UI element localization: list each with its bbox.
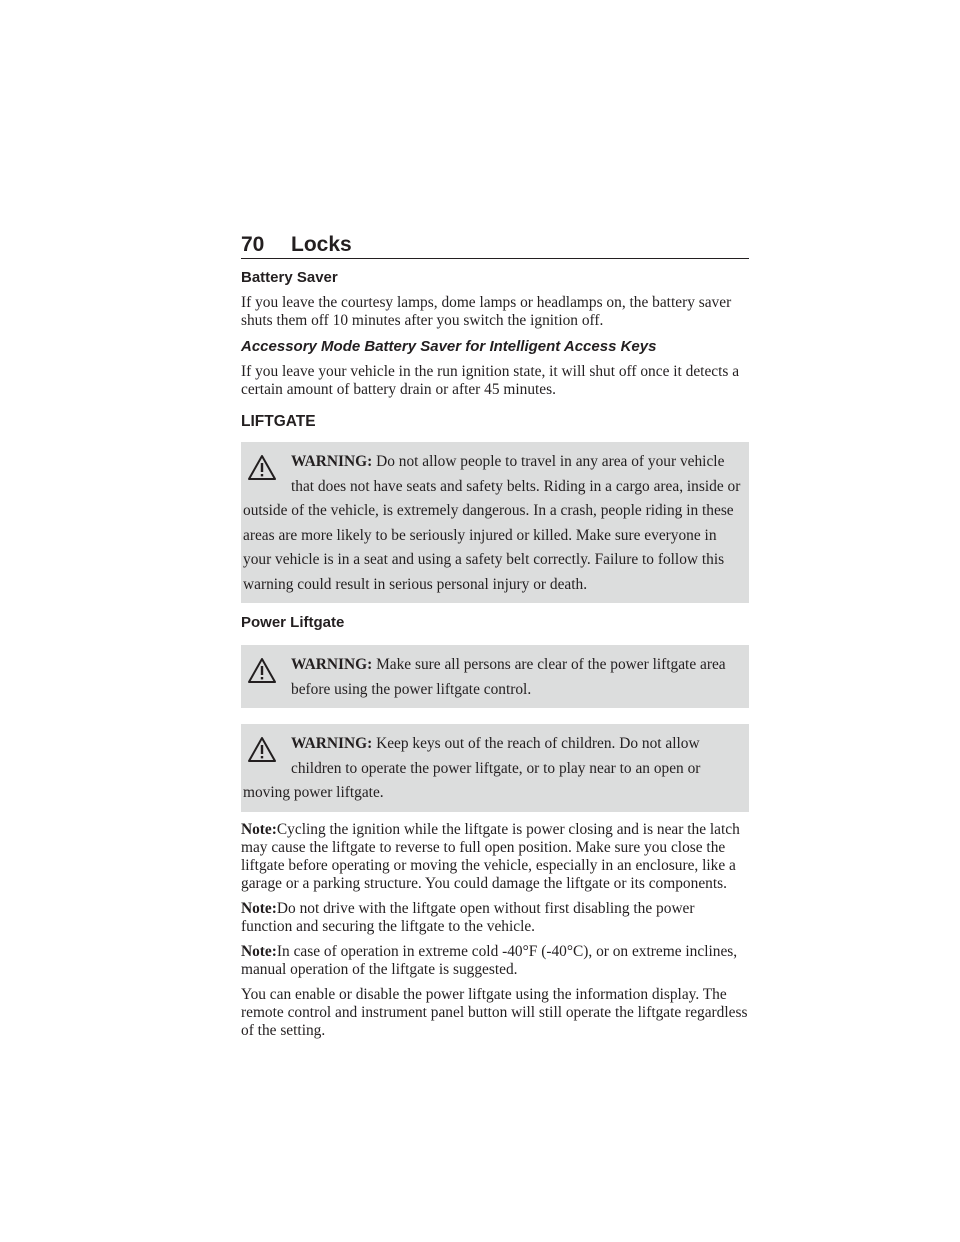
note-label: Note: — [241, 899, 277, 917]
liftgate-heading: LIFTGATE — [241, 413, 316, 430]
note-label: Note: — [241, 820, 277, 838]
warning-box — [241, 724, 749, 812]
note-text: In case of operation in extreme cold -40°F (-40°C), or on extreme inclines, manual operation of the liftgate is suggested. — [241, 942, 738, 978]
warning-label: WARNING: — [291, 453, 373, 470]
warning-box — [241, 442, 749, 603]
warning-text: Do not allow people to travel in any area of your vehicle that does not have seats and safety belts. Riding in a cargo area, inside or outside of the vehicle, is extremely dangerous. In a crash, people riding in these areas are more likely to be seriously injured or killed. Make sure everyone in your vehicle is in a seat and using a safety belt correctly. Failure to follow this warning could result in serious personal injury or death. — [243, 453, 741, 593]
page-header — [241, 228, 749, 259]
battery-saver-heading: Battery Saver — [241, 269, 338, 286]
accessory-mode-heading: Accessory Mode Battery Saver for Intelligent Access Keys — [241, 338, 657, 355]
accessory-mode-text: If you leave your vehicle in the run ignition state, it will shut off once it detects a certain amount of battery drain or after 45 minutes. — [241, 363, 740, 398]
warning-triangle-icon — [243, 450, 291, 498]
page-number: 70 — [241, 233, 265, 256]
note-paragraph — [241, 821, 749, 893]
note-text: Do not drive with the liftgate open without first disabling the power function and securing the liftgate to the vehicle. — [241, 899, 695, 935]
manual-page — [241, 228, 749, 1047]
power-liftgate-heading: Power Liftgate — [241, 614, 345, 631]
warning-text: Make sure all persons are clear of the power liftgate area before using the power liftgate control. — [291, 656, 726, 698]
warning-triangle-icon — [243, 653, 291, 701]
note-paragraph — [241, 943, 749, 979]
warning-triangle-icon — [243, 732, 291, 780]
battery-saver-text: If you leave the courtesy lamps, dome lamps or headlamps on, the battery saver shuts them off 10 minutes after you switch the ignition off. — [241, 294, 732, 329]
warning-box — [241, 645, 749, 708]
page-title: Locks — [291, 233, 352, 256]
note-label: Note: — [241, 942, 277, 960]
closing-text: You can enable or disable the power liftgate using the information display. The remote control and instrument panel button will still operate the liftgate regardless of the setting. — [241, 985, 748, 1039]
warning-label: WARNING: — [291, 735, 373, 752]
note-text: Cycling the ignition while the liftgate is power closing and is near the latch may cause the liftgate to reverse to full open position. Make sure you close the liftgate before operating or moving the vehicle, especially in an enclosure, like a garage or a parking structure. You could damage the liftgate or its components. — [241, 820, 740, 892]
note-paragraph — [241, 900, 749, 936]
warning-text: Keep keys out of the reach of children. Do not allow children to operate the power liftgate, or to play near to an open or moving power liftgate. — [243, 735, 701, 801]
warning-label: WARNING: — [291, 656, 373, 673]
